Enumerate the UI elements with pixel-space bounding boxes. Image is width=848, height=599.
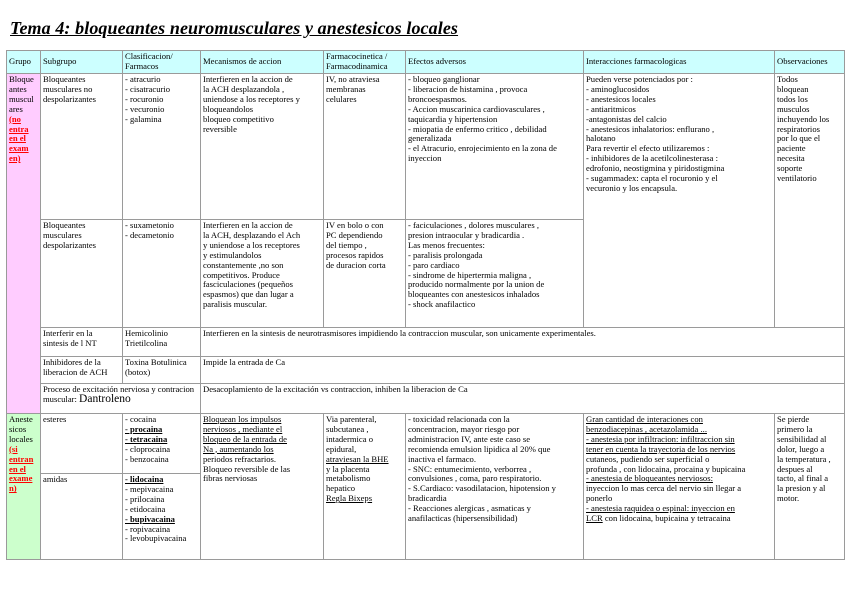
header-mecanismos: Mecanismos de accion — [201, 51, 324, 74]
drugs-despolarizantes — [123, 220, 201, 328]
subgroup-amidas: amidas — [41, 474, 123, 560]
text-line: - miopatia de enfermo critico , debilidad — [408, 123, 547, 134]
text-line: y uniendose a los receptores — [203, 239, 300, 250]
mechanism-anestesicos — [201, 414, 324, 560]
text-line: inchuyendo los — [777, 113, 830, 124]
text-line: subcutanea , — [326, 423, 369, 434]
table-row — [7, 414, 845, 474]
text-line: edrofonio, neostigmina y piridostigmina — [586, 163, 725, 174]
text-line: ventilatorio — [777, 173, 817, 184]
drug-item: - levobupivacaina — [125, 533, 187, 544]
text-line: todos los — [777, 93, 808, 104]
text-line: - Reacciones alergicas , asmaticas y — [408, 503, 531, 514]
exam-note: en) — [9, 153, 21, 164]
drug-item: Toxina Botulinica — [125, 357, 187, 367]
text-line: membranas — [326, 83, 366, 94]
text-line: respiratorios — [777, 123, 820, 134]
text-excitacion: Desacoplamiento de la excitación vs contraccion, inhiben la liberacion de Ca — [201, 384, 845, 414]
notes-anestesicos — [775, 414, 845, 560]
text-line: taquicardia y hipertension — [408, 113, 498, 124]
mechanism-despolarizantes — [201, 220, 324, 328]
group-text: antes — [9, 83, 27, 94]
header-observaciones: Observaciones — [775, 51, 845, 74]
text-line: necesita — [777, 153, 805, 164]
subgroup-despolarizantes: Bloqueantes musculares despolarizantes — [41, 220, 123, 328]
text-line: atraviesan la BHE — [326, 453, 389, 464]
adverse-despolarizantes — [406, 220, 584, 328]
drug-item: (botox) — [125, 366, 151, 377]
text-line: - anestesicos locales — [586, 93, 656, 104]
text-line: hepatico — [326, 483, 356, 494]
text-line: inyeccion — [408, 153, 442, 164]
text-line: anafilacticas (hipersensibilidad) — [408, 513, 518, 524]
group-bloqueantes — [7, 74, 41, 414]
text-line: espasmos) que dan lugar a — [203, 289, 294, 300]
text-liberacion: Impide la entrada de Ca — [201, 357, 845, 384]
text-line: dolor, luego a — [777, 443, 825, 454]
text-line: competitivos. Produce — [203, 269, 280, 280]
header-farmacocinetica: Farmacocinetica / Farmacodinamica — [324, 51, 406, 74]
drug-item: Trietilcolina — [125, 337, 168, 348]
exam-note: en el — [9, 463, 26, 474]
text-line: y la placenta — [326, 463, 370, 474]
drugs-no-despolarizantes — [123, 74, 201, 220]
exam-note: (si — [9, 443, 18, 454]
text-line: bloqueandolos — [203, 103, 254, 114]
drug-item: - galamina — [125, 113, 162, 124]
text-line: tacto, al final a — [777, 473, 829, 484]
text-line: producido normalmente por la union de — [408, 279, 545, 290]
text-line: paralisis muscular. — [203, 299, 267, 310]
subgroup-esteres: esteres — [41, 414, 123, 474]
text-line: celulares — [326, 93, 357, 104]
drug-item: - atracurio — [125, 74, 161, 84]
text-line: Via parenteral, — [326, 414, 377, 424]
interactions-anestesicos — [584, 414, 775, 560]
text-line: Para revertir el efecto utilizaremos : — [586, 143, 710, 154]
text-line: IV en bolo o con — [326, 220, 384, 230]
drugs-esteres — [123, 414, 201, 474]
text-line: broncoespasmos. — [408, 93, 467, 104]
pk-no-despolarizantes — [324, 74, 406, 220]
text-line: Bloquean los impulsos — [203, 414, 282, 424]
text-line: - shock anafilactico — [408, 299, 476, 310]
text-line: procesos rapidos — [326, 249, 384, 260]
page-title: Tema 4: bloqueantes neuromusculares y anestesicos locales — [10, 18, 459, 38]
text-line: soporte — [777, 163, 803, 174]
table-row — [7, 357, 845, 384]
drug-item: - etidocaina — [125, 503, 166, 514]
text-line: fibras nerviosas — [203, 473, 258, 484]
text-line: primero la — [777, 423, 813, 434]
drug-item: - mepivacaina — [125, 483, 174, 494]
text-line: benzodiacepinas , acetazolamida ... — [586, 423, 707, 434]
exam-note: n) — [9, 483, 17, 494]
text-line: fasciculaciones (pequeños — [203, 279, 293, 290]
text-line: despues al — [777, 463, 813, 474]
text-line: - sugammadex: capta el rocuronio y el — [586, 173, 718, 184]
drug-item: - procaina — [125, 423, 163, 434]
text-line: recomienda emulsion lipidica al 20% que — [408, 443, 551, 454]
text-line: - SNC: entumecimiento, verborrea , — [408, 463, 532, 474]
drug-item: - suxametonio — [125, 220, 174, 230]
text-line: Na , aumentando los — [203, 443, 274, 454]
mechanism-no-despolarizantes — [201, 74, 324, 220]
text-line: Todos — [777, 74, 798, 84]
text-sintesis: Interfieren en la sintesis de neurotrasmisores impidiendo la contraccion muscular, son unicamente experimentales. — [201, 328, 845, 357]
text-line: periodos refractarios. — [203, 453, 277, 464]
text-line: bloqueo de la entrada de — [203, 433, 287, 444]
text-line: - toxicidad relacionada con la — [408, 414, 510, 424]
pk-despolarizantes — [324, 220, 406, 328]
group-text: sicos — [9, 423, 27, 434]
text-line: Interfieren en la accion de — [203, 220, 293, 230]
adverse-no-despolarizantes — [406, 74, 584, 220]
text-line: bloqueantes con anestesicos inhalados — [408, 289, 540, 300]
text-line: de duracion corta — [326, 259, 386, 270]
text-line: - anestesia de bloqueantes nerviosos: — [586, 473, 713, 484]
drug-item: - benzocaina — [125, 453, 169, 464]
text-line: y estimulandolos — [203, 249, 262, 260]
header-clasificacion: Clasificacion/ Farmacos — [123, 51, 201, 74]
text-line: paciente — [777, 143, 806, 154]
drug-item: - cisatracurio — [125, 83, 171, 94]
header-subgrupo: Subgrupo — [41, 51, 123, 74]
subgroup-sintesis: Interferir en la sintesis de l NT — [41, 328, 123, 357]
text-line: bradicardia — [408, 493, 447, 504]
text-line: - sindrome de hipertermia maligna , — [408, 269, 532, 280]
text-line: la presion y al — [777, 483, 826, 494]
text-line: sensibilidad al — [777, 433, 827, 444]
drug-item: - rocuronio — [125, 93, 164, 104]
drug-item: - lidocaina — [125, 474, 164, 484]
drug-item: Hemicolinio — [125, 328, 168, 338]
text-line: uniendose a los receptores y — [203, 93, 300, 104]
text-line: cutaneos, pudiendo ser superficial o — [586, 453, 710, 464]
text-line: presion intraocular y bradicardia . — [408, 229, 525, 240]
excitation-label: Proceso de excitación nerviosa y contracion muscular: — [43, 384, 195, 404]
text-line: Las menos frecuentes: — [408, 239, 485, 250]
text-line: nerviosos , mediante el — [203, 423, 283, 434]
text-line: PC dependiendo — [326, 229, 383, 240]
text-line — [586, 514, 772, 524]
drug-item: - vecuronio — [125, 103, 165, 114]
pk-anestesicos — [324, 414, 406, 560]
text-line: Se pierde — [777, 414, 810, 424]
text-line: profunda , con lidocaina, procaina y bupicaina — [586, 463, 746, 474]
text-line: Interfieren en la accion de — [203, 74, 293, 84]
header-efectos: Efectos adversos — [406, 51, 584, 74]
drug-item: - bupivacaina — [125, 513, 175, 524]
header-interacciones: Interacciones farmacologicas — [584, 51, 775, 74]
drug-item: - cocaina — [125, 414, 157, 424]
rule-bixeps: Regla Bixeps — [326, 493, 373, 504]
text-line: inactiva el farmaco. — [408, 453, 476, 464]
text-line: epidural, — [326, 443, 357, 454]
subgroup-no-despolarizantes: Bloqueantes musculares no despolarizantes — [41, 74, 123, 220]
drug-dantroleno: Dantroleno — [79, 392, 131, 405]
text-line: - aminoglucosidos — [586, 83, 650, 94]
exam-note: exame — [9, 473, 33, 484]
text-line: ponerlo — [586, 493, 613, 504]
pharmacology-table — [6, 50, 845, 560]
group-text: Bloque — [9, 74, 34, 84]
table-row — [7, 384, 845, 414]
text-line: IV, no atraviesa — [326, 74, 380, 84]
text-line: - Accion muscarinica cardiovasculares , — [408, 103, 545, 114]
text-line: generalizada — [408, 133, 452, 144]
text-line: Pueden verse potenciados por : — [586, 74, 693, 84]
text-line: - anestesia por infiltracion: infiltraccion sin — [586, 433, 735, 444]
subgroup-liberacion: Inhibidores de la liberacion de ACH — [41, 357, 123, 384]
text-line: vecuronio y los encapsula. — [586, 182, 678, 193]
text-line: motor. — [777, 493, 800, 504]
text-line: la ACH, desplazando el Ach — [203, 229, 301, 240]
adverse-anestesicos — [406, 414, 584, 560]
text-line: - paro cardiaco — [408, 259, 460, 270]
drugs-amidas — [123, 474, 201, 560]
text-line: inyeccion lo mas cerca del nervio sin llegar a — [586, 483, 742, 494]
exam-note: entra — [9, 123, 29, 134]
subgroup-excitacion — [41, 384, 201, 414]
text-line: - inhibidores de la acetilcolinesterasa : — [586, 153, 718, 164]
text-line: Bloqueo reversible de las — [203, 463, 291, 474]
drugs-sintesis — [123, 328, 201, 357]
text-line: - S.Cardiaco: vasodilatacion, hipotension y — [408, 483, 556, 494]
group-text: Aneste — [9, 414, 33, 424]
text-line: - el Atracurio, enrojecimiento en la zona de — [408, 143, 557, 154]
text-line: bloqueo competitivo — [203, 113, 274, 124]
header-grupo: Grupo — [7, 51, 41, 74]
exam-note: (no — [9, 113, 21, 124]
drug-item: - tetracaina — [125, 433, 168, 444]
text-line: intadermica o — [326, 433, 374, 444]
text-line: Gran cantidad de interaciones con — [586, 414, 703, 424]
group-text: locales — [9, 433, 33, 444]
text-line: concentracion, mayor riesgo por — [408, 423, 520, 434]
text-line: - liberacion de histamina , provoca — [408, 83, 528, 94]
drug-item: - ropivacaina — [125, 523, 171, 534]
text-line: tener en cuenta la trayectoria de los nervios — [586, 443, 736, 454]
notes-bloqueantes — [775, 74, 845, 328]
text-line: convulsiones , coma, paro respiratorio. — [408, 473, 542, 484]
drug-item: - cloprocaina — [125, 443, 171, 454]
text-line: - paralisis prolongada — [408, 249, 483, 260]
text-line: halotano — [586, 133, 616, 144]
drug-item: - decametonio — [125, 229, 174, 240]
text-line: la temperatura , — [777, 453, 831, 464]
drug-item: - prilocaina — [125, 493, 165, 504]
text-line: - bloqueo ganglionar — [408, 74, 480, 84]
drugs-liberacion — [123, 357, 201, 384]
header-row — [7, 51, 845, 74]
exam-note: en el — [9, 133, 26, 144]
text-line: musculos — [777, 103, 810, 114]
table-row — [7, 74, 845, 220]
text-line: - anestesia raquidea o espinal: inyeccion en — [586, 503, 735, 514]
interactions-bloqueantes — [584, 74, 775, 328]
exam-note: entran — [9, 453, 34, 464]
text-line: - antiaritmicos — [586, 103, 636, 114]
text-line: - faciculaciones , dolores musculares , — [408, 220, 540, 230]
text-line: la ACH desplazandola , — [203, 83, 285, 94]
text-line: bloquean — [777, 83, 809, 94]
text-line: -antagonistas del calcio — [586, 113, 667, 124]
text-line: reversible — [203, 123, 237, 134]
group-text: muscul — [9, 93, 34, 104]
text-line: - anestesicos inhalatorios: enflurano , — [586, 123, 715, 134]
text-fragment: con lidocaina, bupicaina y tetracaina — [602, 513, 731, 524]
table-row — [7, 328, 845, 357]
text-line: metabolismo — [326, 473, 371, 484]
group-text: ares — [9, 103, 23, 114]
text-line: del tiempo , — [326, 239, 367, 250]
exam-note: exam — [9, 143, 29, 154]
text-line: por lo que el — [777, 133, 821, 144]
text-fragment: LCR — [586, 513, 603, 524]
text-line: constantemente ,no son — [203, 259, 284, 270]
group-anestesicos — [7, 414, 41, 560]
text-line: administracion IV, ante este caso se — [408, 433, 531, 444]
